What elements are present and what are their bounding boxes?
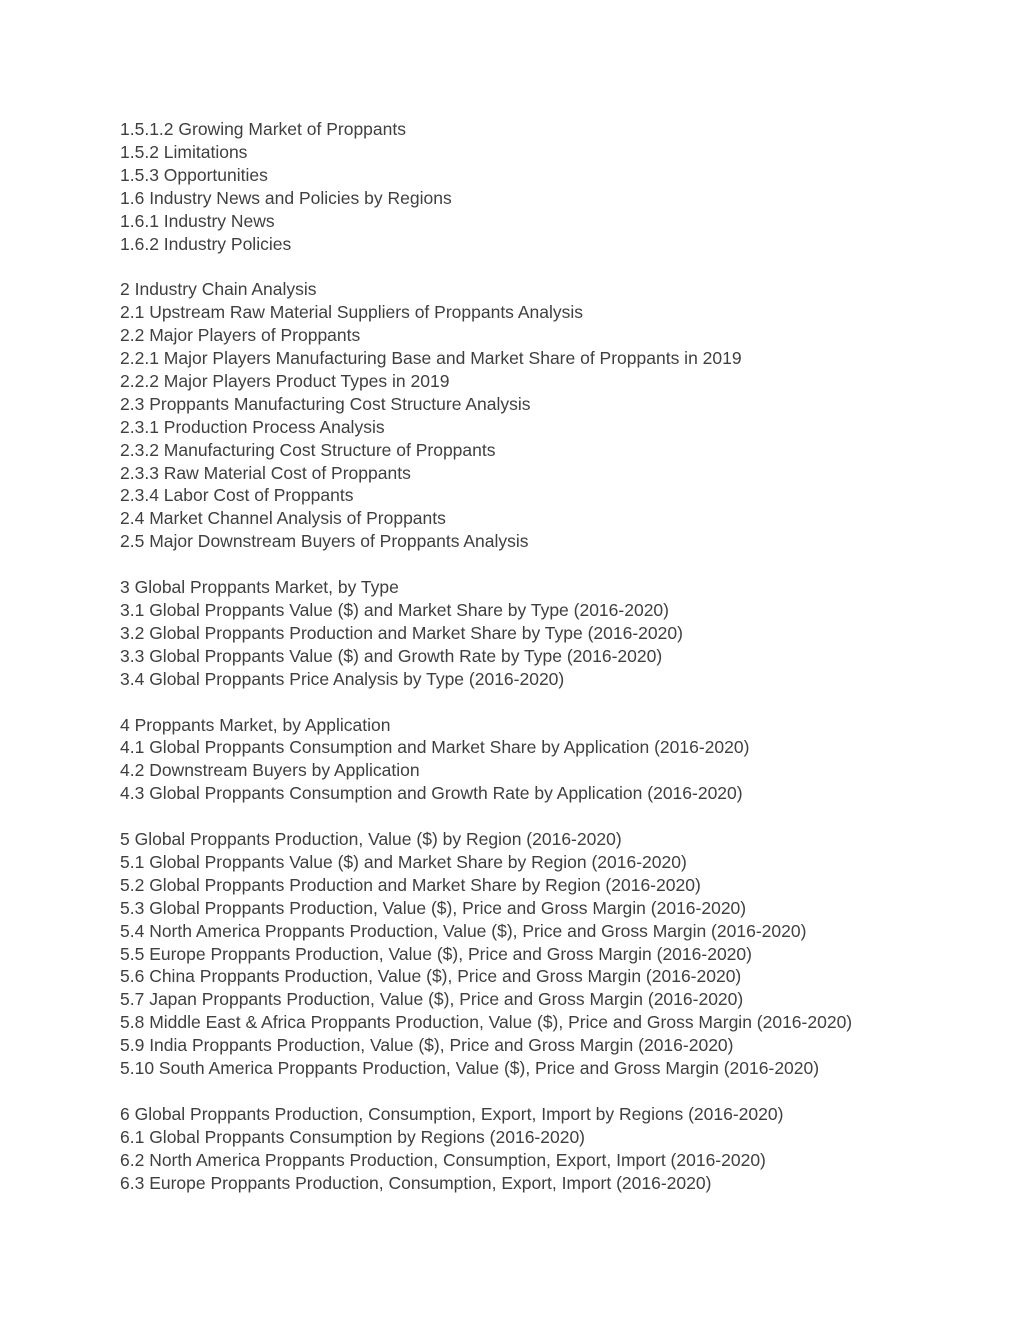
toc-entry: 1.5.2 Limitations: [120, 141, 248, 162]
toc-entry: 1.6.1 Industry News: [120, 210, 275, 231]
toc-entry: 1.6 Industry News and Policies by Regions: [120, 187, 452, 208]
toc-entry: 5.9 India Proppants Production, Value ($), Price and Gross Margin (2016-2020): [120, 1035, 734, 1056]
toc-section-3: [120, 576, 1000, 691]
toc-entry: 5.3 Global Proppants Production, Value ($), Price and Gross Margin (2016-2020): [120, 897, 747, 918]
toc-entry: 2.2 Major Players of Proppants: [120, 325, 361, 346]
toc-chapter-heading: 2 Industry Chain Analysis: [120, 279, 317, 300]
toc-entry: 2.3.3 Raw Material Cost of Proppants: [120, 462, 411, 483]
toc-section-6: [120, 1103, 1000, 1195]
toc-entry: 5.6 China Proppants Production, Value ($), Price and Gross Margin (2016-2020): [120, 966, 742, 987]
toc-entry: 2.3.2 Manufacturing Cost Structure of Proppants: [120, 439, 496, 460]
toc-entry: 2.5 Major Downstream Buyers of Proppants Analysis: [120, 531, 529, 552]
toc-entry: 5.10 South America Proppants Production, Value ($), Price and Gross Margin (2016-2020): [120, 1058, 820, 1079]
toc-entry: 1.5.1.2 Growing Market of Proppants: [120, 119, 406, 139]
toc-entry: 5.8 Middle East & Africa Proppants Production, Value ($), Price and Gross Margin (2016-2020): [120, 1012, 853, 1033]
toc-entry: 5.1 Global Proppants Value ($) and Market Share by Region (2016-2020): [120, 851, 687, 872]
toc-section-2: [120, 278, 1000, 553]
toc-entry: 1.6.2 Industry Policies: [120, 233, 292, 254]
toc-entry: 5.7 Japan Proppants Production, Value ($), Price and Gross Margin (2016-2020): [120, 989, 744, 1010]
toc-section-5: [120, 828, 1000, 1080]
toc-entry: 5.4 North America Proppants Production, Value ($), Price and Gross Margin (2016-2020): [120, 920, 807, 941]
toc-entry: 3.1 Global Proppants Value ($) and Market Share by Type (2016-2020): [120, 600, 669, 620]
toc-chapter-heading: 6 Global Proppants Production, Consumption, Export, Import by Regions (2016-2020): [120, 1103, 784, 1124]
toc-entry: 5.2 Global Proppants Production and Market Share by Region (2016-2020): [120, 874, 701, 895]
toc-entry: 2.3.1 Production Process Analysis: [120, 416, 385, 437]
toc-entry: 5.5 Europe Proppants Production, Value ($), Price and Gross Margin (2016-2020): [120, 943, 752, 964]
toc-section-4: [120, 714, 1000, 806]
toc-chapter-heading: 4 Proppants Market, by Application: [120, 714, 391, 735]
toc-entry: 4.2 Downstream Buyers by Application: [120, 760, 420, 781]
toc-entry: 6.1 Global Proppants Consumption by Regions (2016-2020): [120, 1126, 586, 1147]
toc-chapter-heading: 3 Global Proppants Market, by Type: [120, 577, 399, 598]
toc-entry: 3.3 Global Proppants Value ($) and Growth Rate by Type (2016-2020): [120, 645, 663, 666]
toc-entry: 6.2 North America Proppants Production, Consumption, Export, Import (2016-2020): [120, 1149, 766, 1170]
toc-entry: 2.1 Upstream Raw Material Suppliers of Proppants Analysis: [120, 302, 583, 323]
toc-entry: 4.3 Global Proppants Consumption and Growth Rate by Application (2016-2020): [120, 783, 743, 804]
toc-entry: 2.2.2 Major Players Product Types in 2019: [120, 370, 450, 391]
toc-entry: 3.4 Global Proppants Price Analysis by Type (2016-2020): [120, 668, 565, 689]
toc-entry: 6.3 Europe Proppants Production, Consumption, Export, Import (2016-2020): [120, 1172, 712, 1193]
toc-entry: 1.5.3 Opportunities: [120, 164, 268, 185]
toc-chapter-heading: 5 Global Proppants Production, Value ($) by Region (2016-2020): [120, 829, 622, 850]
toc-entry: 4.1 Global Proppants Consumption and Market Share by Application (2016-2020): [120, 737, 750, 758]
toc-section-1-continued: [120, 118, 1000, 255]
toc-entry: 2.2.1 Major Players Manufacturing Base and Market Share of Proppants in 2019: [120, 348, 742, 369]
toc-entry: 2.3.4 Labor Cost of Proppants: [120, 485, 354, 506]
table-of-contents: [120, 118, 1000, 1217]
toc-entry: 2.3 Proppants Manufacturing Cost Structure Analysis: [120, 393, 531, 414]
toc-entry: 2.4 Market Channel Analysis of Proppants: [120, 508, 446, 529]
toc-entry: 3.2 Global Proppants Production and Market Share by Type (2016-2020): [120, 622, 683, 643]
